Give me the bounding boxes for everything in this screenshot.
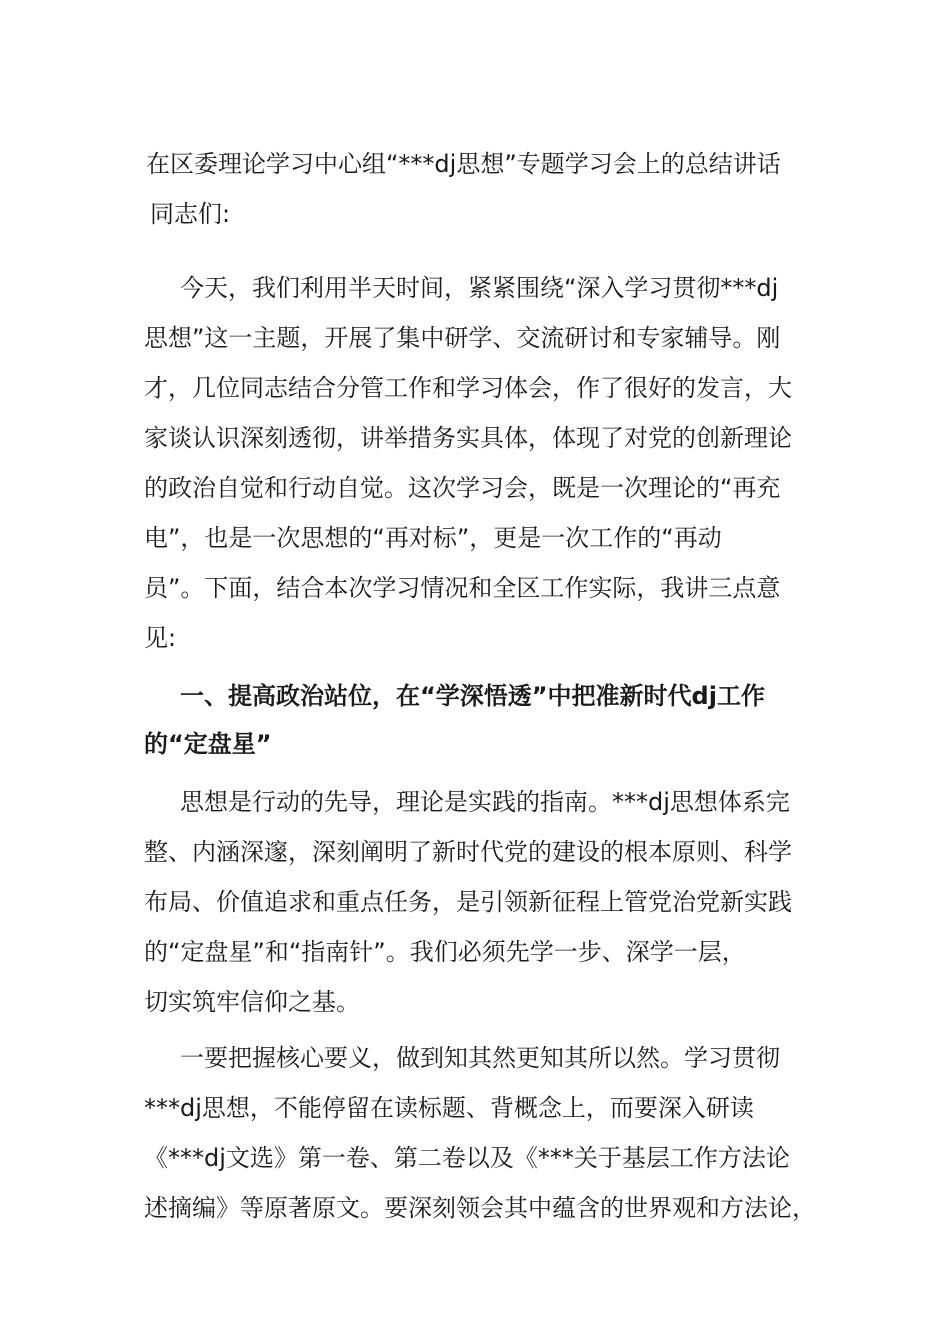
paragraph-line: 思想”这一主题，开展了集中研学、交流研讨和专家辅导。刚 — [144, 324, 781, 352]
paragraph-line: 的“定盘星”和“指南针”。我们必须先学一步、深学一层， — [144, 938, 746, 966]
paragraph-line: 家谈认识深刻透彻，讲举措务实具体，体现了对党的创新理论 — [144, 424, 792, 452]
paragraph-line: 《***dj文选》第一卷、第二卷以及《***关于基层工作方法论 — [144, 1144, 790, 1172]
paragraph-line: 一要把握核心要义，做到知其然更知其所以然。学习贯彻 — [180, 1044, 780, 1072]
paragraph-line: 员”。下面，结合本次学习情况和全区工作实际，我讲三点意 — [144, 574, 781, 602]
paragraph-line: 的政治自觉和行动自觉。这次学习会，既是一次理论的“再充 — [144, 474, 781, 502]
paragraph-line: ***dj思想，不能停留在读标题、背概念上，而要深入研读 — [144, 1094, 754, 1122]
paragraph-line: 述摘编》等原著原文。要深刻领会其中蕴含的世界观和方法论， — [144, 1194, 816, 1222]
document-title: 在区委理论学习中心组“***dj思想”专题学习会上的总结讲话 — [146, 150, 781, 178]
paragraph-line: 电”，也是一次思想的“再对标”，更是一次工作的“再动 — [144, 524, 722, 552]
paragraph-line: 切实筑牢信仰之基。 — [144, 988, 360, 1016]
heading-line: 一、提高政治站位，在“学深悟透”中把准新时代dj工作 — [180, 682, 765, 710]
salutation: 同志们: — [150, 200, 231, 228]
heading-line: 的“定盘星” — [144, 730, 272, 758]
paragraph-line: 思想是行动的先导，理论是实践的指南。***dj思想体系完 — [180, 788, 790, 816]
paragraph-line: 才，几位同志结合分管工作和学习体会，作了很好的发言，大 — [144, 374, 792, 402]
paragraph-line: 布局、价值追求和重点任务，是引领新征程上管党治党新实践 — [144, 888, 792, 916]
paragraph-line: 整、内涵深邃，深刻阐明了新时代党的建设的根本原则、科学 — [144, 838, 792, 866]
paragraph-line: 今天，我们利用半天时间，紧紧围绕“深入学习贯彻***dj — [180, 274, 779, 302]
paragraph-line: 见: — [144, 624, 177, 652]
